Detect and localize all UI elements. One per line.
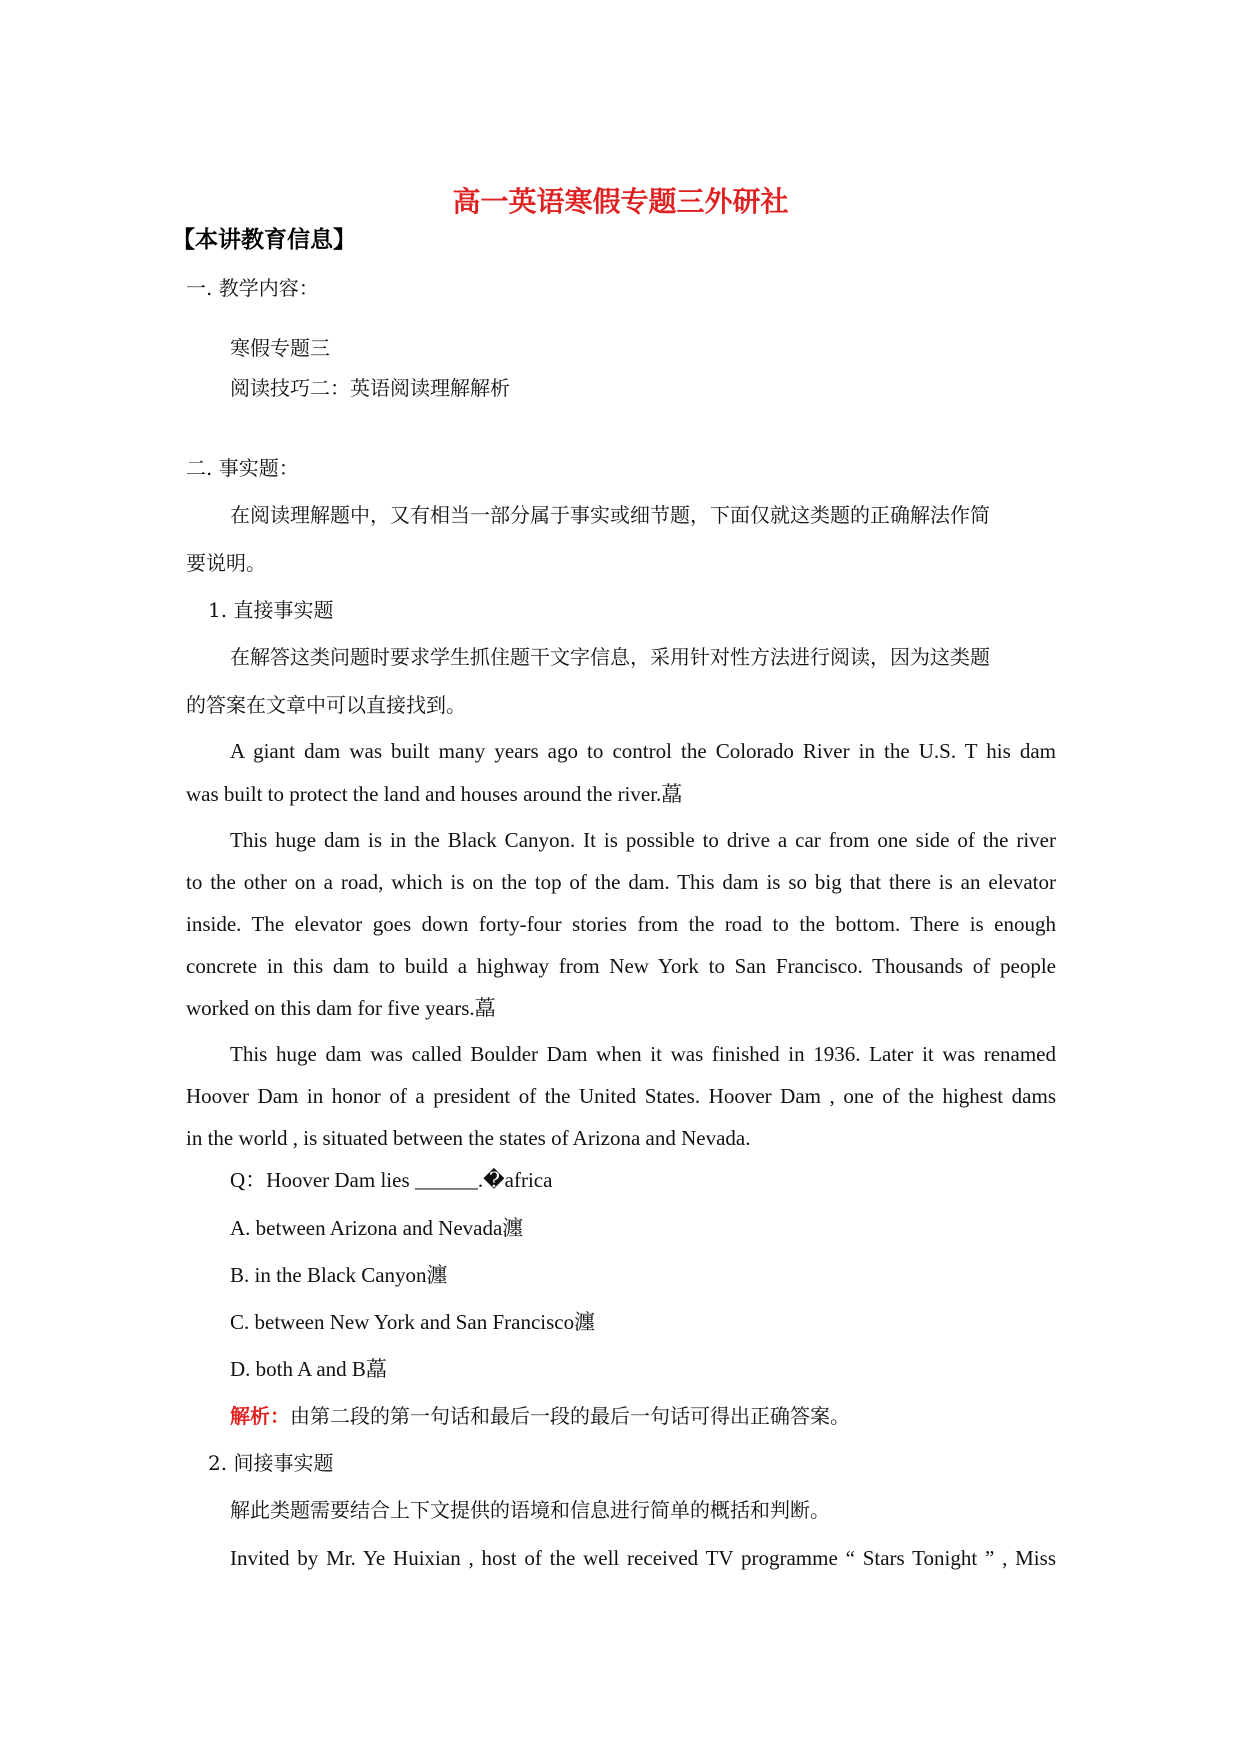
part1-desc-line2: 的答案在文章中可以直接找到。 [186, 693, 466, 717]
part1-heading: 1. 直接事实题 [208, 598, 334, 622]
passage-p3-line3: in the world , is situated between the states of Arizona and Nevada. [186, 1126, 751, 1150]
section2-heading: 二. 事实题： [186, 456, 299, 480]
part2-desc: 解此类题需要结合上下文提供的语境和信息进行简单的概括和判断。 [230, 1498, 830, 1522]
section2-intro-line1: 在阅读理解题中，又有相当一部分属于事实或细节题，下面仅就这类题的正确解法作简 [230, 503, 990, 527]
section1-line2: 阅读技巧二：英语阅读理解解析 [230, 376, 510, 400]
analysis-label: 解析： [230, 1404, 290, 1428]
passage-p2-line5: worked on this dam for five years.藠 [186, 996, 496, 1020]
passage-p2-line4: concrete in this dam to build a highway from New York to San Francisco. Thousands of people [186, 954, 1056, 978]
option-a: A. between Arizona and Nevada瀍 [230, 1216, 524, 1240]
question: Q：Hoover Dam lies ______.�africa [230, 1168, 553, 1192]
option-d: D. both A and B藠 [230, 1357, 387, 1381]
document-title: 高一英语寒假专题三外研社 [452, 185, 789, 218]
section1-line1: 寒假专题三 [230, 336, 330, 360]
part2-heading: 2. 间接事实题 [208, 1451, 334, 1475]
passage-p2-line1: This huge dam is in the Black Canyon. It is possible to drive a car from one side of the river [230, 828, 1056, 852]
analysis [230, 1404, 850, 1428]
passage-p2-line3: inside. The elevator goes down forty-four stories from the road to the bottom. There is enough [186, 912, 1056, 936]
passage-p3-line1: This huge dam was called Boulder Dam when it was finished in 1936. Later it was renamed [230, 1042, 1056, 1066]
section2-intro-line2: 要说明。 [186, 551, 266, 575]
option-c: C. between New York and San Francisco瀍 [230, 1310, 596, 1334]
passage-p3-line2: Hoover Dam in honor of a president of the United States. Hoover Dam , one of the highest dams [186, 1084, 1056, 1108]
part1-desc-line1: 在解答这类问题时要求学生抓住题干文字信息，采用针对性方法进行阅读，因为这类题 [230, 645, 990, 669]
info-heading: 【本讲教育信息】 [172, 226, 356, 253]
passage2-p1-line1: Invited by Mr. Ye Huixian , host of the well received TV programme “ Stars Tonight ” , Miss [230, 1546, 1056, 1570]
option-b: B. in the Black Canyon瀍 [230, 1263, 448, 1287]
analysis-text: 由第二段的第一句话和最后一段的最后一句话可得出正确答案。 [290, 1404, 850, 1428]
passage-p2-line2: to the other on a road, which is on the top of the dam. This dam is so big that there is an elevator [186, 870, 1056, 894]
section1-heading: 一. 教学内容： [186, 276, 319, 300]
passage-p1-line1: A giant dam was built many years ago to control the Colorado River in the U.S. T his dam [230, 739, 1056, 763]
passage-p1-line2: was built to protect the land and houses around the river.藠 [186, 782, 683, 806]
